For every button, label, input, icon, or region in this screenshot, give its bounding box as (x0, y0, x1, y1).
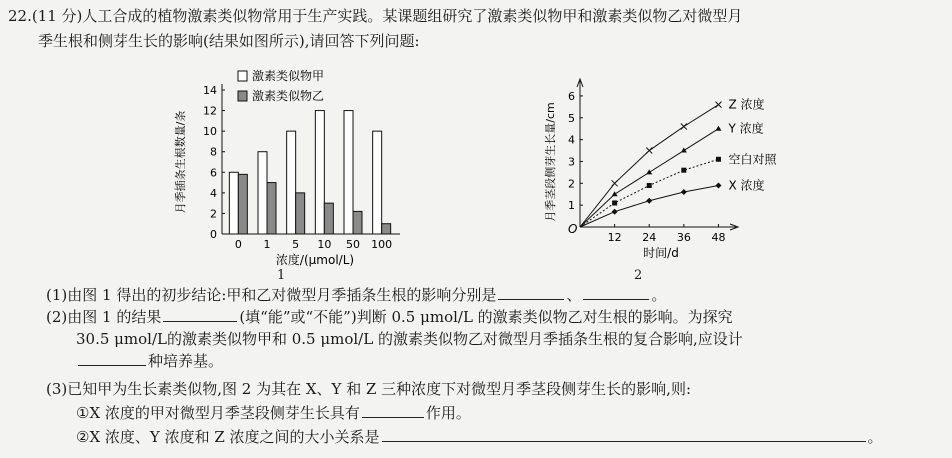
figure1-caption: 1 (277, 268, 286, 283)
x-tick-label: 50 (346, 238, 360, 251)
data-point (646, 198, 652, 204)
x-tick-label: 5 (292, 238, 300, 251)
question-2-end: 种培养基。 (76, 350, 223, 372)
y-tick-label: 4 (568, 133, 575, 147)
x-tick-label: 0 (234, 238, 242, 251)
bar-jia (229, 172, 238, 234)
y-axis-label: 月季插条生根数量/条 (174, 110, 187, 214)
y-tick-label: 2 (568, 177, 575, 191)
legend-swatch (238, 91, 247, 101)
data-point (612, 209, 618, 215)
answer-blank-2a[interactable] (163, 307, 237, 322)
y-tick-label: 12 (203, 104, 217, 118)
data-point (681, 189, 687, 195)
x-tick-label: 12 (607, 231, 622, 244)
bar-jia (315, 111, 324, 234)
answer-blank-1a[interactable] (498, 285, 564, 300)
question-2-cont: 30.5 μmol/L的激素类似物甲和 0.5 μmol/L 的激素类似物乙对微型月季插条生根的复合影响,应设计 (76, 330, 743, 348)
y-tick-label: 1 (568, 199, 575, 213)
y-axis-label: 月季茎段侧芽生长量/cm (544, 102, 557, 222)
series-line (580, 185, 718, 227)
question-3: (3)已知甲为生长素类似物,图 2 为其在 X、Y 和 Z 三种浓度下对微型月季茎段侧芽生长的影响,则: (46, 380, 691, 398)
x-tick-label: 10 (317, 238, 332, 251)
y-tick-label: 8 (210, 145, 217, 159)
x-axis-label: 时间/d (643, 246, 679, 260)
x-tick-label: 36 (676, 231, 691, 244)
data-point (646, 148, 652, 154)
bar-yi (324, 203, 333, 234)
bar-jia (287, 131, 296, 234)
series-label: 空白对照 (728, 152, 777, 167)
answer-blank-1b[interactable] (583, 285, 649, 300)
question-header: 22.(11 分)人工合成的植物激素类似物常用于生产实践。某课题组研究了激素类似物甲和激素类似物乙对微型月 (8, 7, 743, 25)
data-point (646, 169, 652, 174)
data-point (715, 102, 721, 108)
x-tick-label: 48 (711, 231, 726, 244)
question-3b: ②X 浓度、Y 浓度和 Z 浓度之间的大小关系是 。 (76, 428, 883, 446)
series-label: Y 浓度 (728, 121, 764, 136)
bar-yi (296, 193, 305, 234)
x-tick-label: 1 (263, 238, 271, 251)
data-point (715, 182, 721, 188)
legend-swatch (238, 71, 247, 81)
y-tick-label: 5 (568, 111, 575, 125)
data-point (612, 200, 617, 205)
data-point (716, 157, 721, 162)
bar-yi (382, 224, 391, 234)
data-point (715, 126, 721, 131)
y-tick-label: 10 (203, 125, 217, 139)
question-header-cont: 季生根和侧芽生长的影响(结果如图所示),请回答下列问题: (38, 32, 420, 50)
question-2: (2)由图 1 的结果 (填“能”或“不能”)判断 0.5 μmol/L 的激素类似物乙对生根的影响。为探究 (46, 308, 733, 326)
y-tick-label: 6 (568, 89, 575, 103)
question-3a: ①X 浓度的甲对微型月季茎段侧芽生长具有 作用。 (76, 404, 471, 422)
origin-label: O (568, 222, 578, 236)
question-1: (1)由图 1 得出的初步结论:甲和乙对微型月季插条生根的影响分别是 、 。 (46, 286, 667, 304)
data-point (612, 180, 618, 186)
y-tick-label: 6 (210, 166, 217, 180)
bar-jia (344, 111, 353, 234)
bar-jia (258, 152, 267, 234)
figure1-bar-chart (160, 62, 405, 287)
y-tick-label: 4 (210, 186, 217, 200)
figure2-caption: 2 (634, 268, 643, 283)
legend-label: 激素类似物乙 (252, 89, 325, 103)
series-label: Z 浓度 (728, 97, 765, 112)
legend-label: 激素类似物甲 (252, 69, 325, 83)
answer-blank-2b[interactable] (78, 351, 146, 366)
data-point (681, 148, 687, 153)
figure2-line-chart (540, 75, 800, 280)
data-point (612, 191, 618, 196)
y-tick-label: 3 (568, 155, 575, 169)
answer-blank-3a[interactable] (362, 403, 424, 418)
x-axis-label: 浓度/(μmol/L) (275, 253, 355, 267)
bar-yi (238, 174, 247, 234)
data-point (647, 183, 652, 188)
data-point (681, 124, 687, 130)
x-tick-label: 24 (642, 231, 657, 244)
series-label: X 浓度 (728, 178, 765, 193)
y-tick-label: 2 (210, 207, 217, 221)
data-point (681, 168, 686, 173)
y-tick-label: 14 (203, 84, 217, 97)
bar-jia (373, 131, 382, 234)
bar-yi (353, 211, 362, 234)
y-tick-label: 0 (210, 228, 217, 241)
bar-yi (267, 183, 276, 234)
answer-blank-3b[interactable] (382, 427, 866, 442)
x-tick-label: 100 (371, 238, 393, 251)
